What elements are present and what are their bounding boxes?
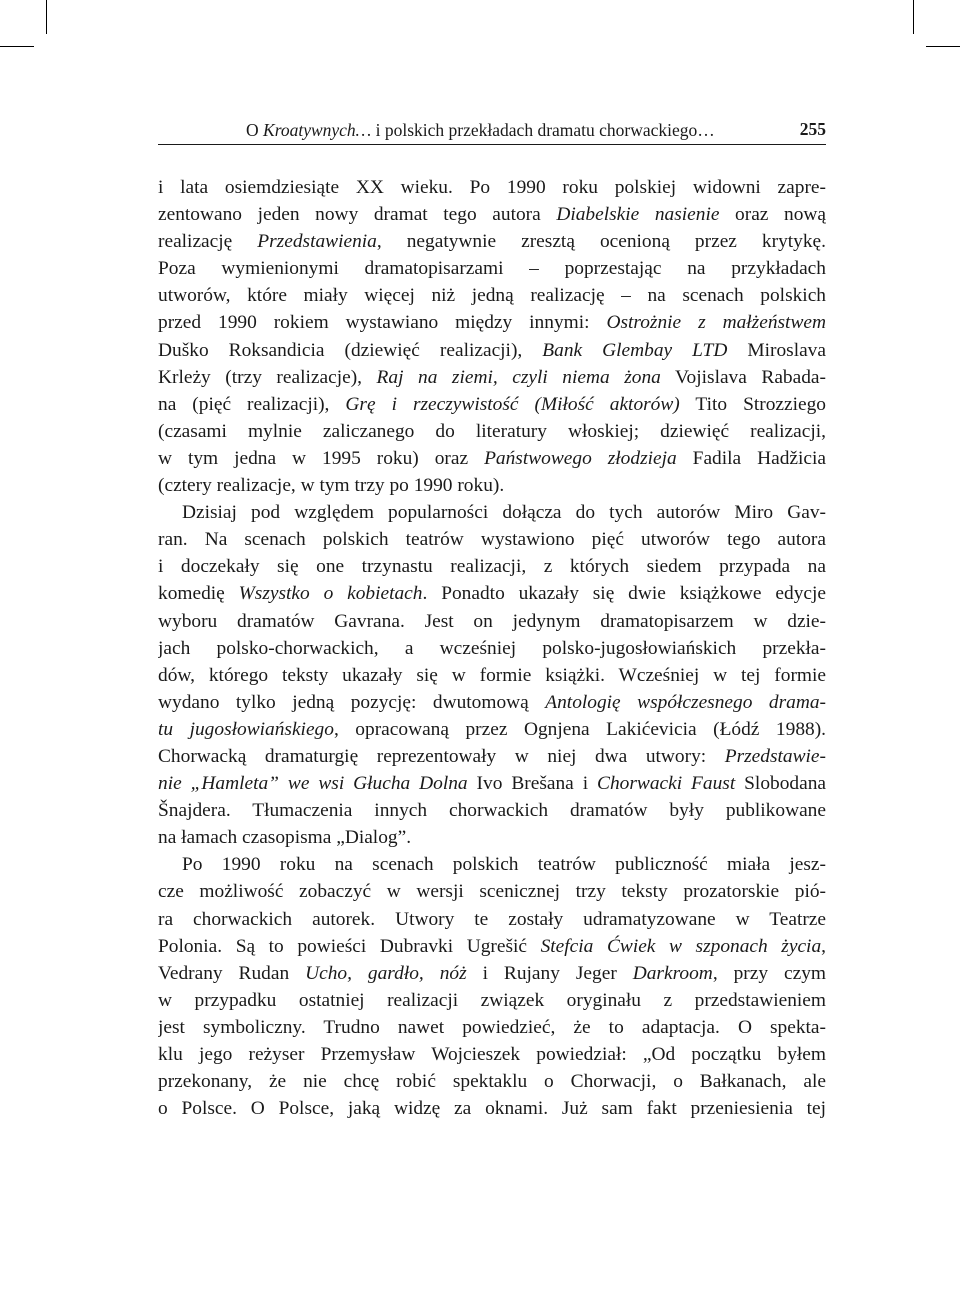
text-line	[158, 662, 826, 689]
text-segment: , opracowaną przez Ognjena Lakićevicia (Łódź 1988).	[333, 718, 826, 740]
italic-title: Chorwacki Faust	[597, 773, 736, 795]
text-line	[158, 553, 826, 580]
text-segment: i lata osiemdziesiąte XX wieku. Po 1990 roku polskiej widowni zapre-	[158, 177, 826, 198]
text-segment: Krleży (trzy realizacje),	[158, 366, 377, 388]
body-text	[158, 174, 826, 1122]
italic-title: Antologię współczesnego drama-	[545, 691, 826, 713]
text-line	[158, 472, 826, 499]
text-line	[158, 770, 826, 797]
text-segment: przed 1990 rokiem wystawiano między innymi:	[158, 312, 607, 334]
text-line	[158, 1014, 826, 1041]
text-segment: Vedrany Rudan	[158, 962, 306, 984]
text-line	[158, 255, 826, 282]
text-segment: w przypadku ostatniej realizacji związek oryginału z przedstawieniem	[158, 989, 826, 1011]
italic-title: Stefcia Ćwiek w szponach życia	[540, 935, 822, 957]
text-segment: realizację	[158, 231, 258, 253]
text-line	[158, 364, 826, 391]
running-head-prefix: O	[246, 120, 264, 140]
text-line	[158, 689, 826, 716]
crop-mark-top-right-horizontal	[926, 46, 960, 47]
text-line	[158, 174, 826, 201]
text-line	[158, 797, 826, 824]
italic-title: Przedstawie-	[724, 745, 826, 767]
italic-title: Diabelskie nasienie	[556, 204, 720, 226]
italic-title: Wszystko o kobietach	[238, 583, 423, 605]
text-segment: klu jego reżyser Przemysław Wojcieszek powiedział: „Od początku byłem	[158, 1044, 826, 1065]
text-segment: komedię	[158, 583, 239, 605]
text-line	[158, 743, 826, 770]
text-line	[158, 1041, 826, 1068]
text-line	[158, 282, 826, 309]
crop-mark-top-left-horizontal	[0, 46, 34, 47]
italic-title: Ucho, gardło, nóż	[305, 962, 467, 984]
text-segment: , negatywnie zresztą ocenioną przez krytykę.	[376, 231, 826, 253]
text-line	[158, 960, 826, 987]
text-segment: ran. Na scenach polskich teatrów wystawiono pięć utworów tego autora	[158, 529, 826, 551]
text-line	[158, 499, 826, 526]
text-line	[158, 1095, 826, 1122]
text-segment: dów, którego teksty ukazały się w formie książki. Wcześniej w tej formie	[158, 664, 826, 686]
text-segment: o Polsce. O Polsce, jaką widzę za oknami. Już sam fakt przeniesienia tej	[158, 1098, 826, 1120]
text-line	[158, 608, 826, 635]
text-line	[158, 851, 826, 878]
text-line	[158, 526, 826, 553]
text-segment: , przy czym	[712, 962, 826, 984]
text-segment: Miroslava	[727, 339, 826, 361]
text-line	[158, 878, 826, 905]
text-segment: Po 1990 roku na scenach polskich teatrów publiczność miała jesz-	[182, 854, 826, 876]
italic-title: Ostrożnie z małżeństwem	[606, 312, 826, 334]
italic-title: Grę i rzeczywistość (Miłość aktorów)	[345, 393, 680, 415]
text-segment: Šnajdera. Tłumaczenia innych chorwackich dramatów były publikowane	[158, 800, 826, 822]
text-line	[158, 337, 826, 364]
running-head	[158, 118, 826, 145]
italic-title: Bank Glembay LTD	[542, 339, 728, 361]
text-line	[158, 716, 826, 743]
text-line	[158, 418, 826, 445]
text-segment: przekonany, że nie chcę robić spektaklu o Chorwacji, o Bałkanach, ale	[158, 1071, 826, 1093]
text-line	[158, 635, 826, 662]
text-segment: na (pięć realizacji),	[158, 393, 346, 415]
text-line	[158, 445, 826, 472]
italic-title: nie „Hamleta” we wsi Głucha Dolna	[158, 773, 468, 795]
text-line	[158, 391, 826, 418]
text-line	[158, 906, 826, 933]
text-segment: Fadila Hadžicia	[676, 447, 826, 469]
text-segment: (czasami mylnie zaliczanego do literatury włoskiej; dziewięć realizacji,	[158, 420, 826, 442]
text-segment: Duško Roksandicia (dziewięć realizacji),	[158, 339, 543, 361]
text-segment: cze możliwość zobaczyć w wersji scenicznej trzy teksty prozatorskie pió-	[158, 881, 826, 903]
crop-mark-top-left-vertical	[46, 0, 47, 34]
text-segment: Polonia. Są to powieści Dubravki Ugrešić	[158, 935, 541, 957]
text-segment: i Rujany Jeger	[466, 962, 633, 984]
italic-title: Przedstawienia	[257, 231, 377, 253]
text-line	[158, 228, 826, 255]
text-line	[158, 309, 826, 336]
text-segment: (cztery realizacje, w tym trzy po 1990 roku).	[158, 475, 505, 497]
text-segment: Ivo Brešana i	[467, 773, 598, 795]
italic-title: Darkroom	[632, 962, 713, 984]
text-line	[158, 824, 826, 851]
text-segment: jach polsko-chorwackich, a wcześniej polsko-jugosłowiańskich przekła-	[158, 637, 826, 659]
text-segment: na łamach czasopisma „Dialog”.	[158, 827, 412, 849]
text-segment: w tym jedna w 1995 roku) oraz	[158, 447, 485, 469]
text-segment: wyboru dramatów Gavrana. Jest on jedynym dramatopisarzem w dzie-	[158, 610, 826, 632]
running-head-italic-title: Kroatywnych…	[263, 120, 372, 140]
text-segment: ,	[821, 935, 826, 957]
text-line	[158, 1068, 826, 1095]
italic-title: Raj na ziemi, czyli niema żona	[376, 366, 661, 388]
text-line	[158, 580, 826, 607]
running-head-suffix: i polskich przekładach dramatu chorwackiego…	[371, 120, 715, 140]
text-segment: jest symboliczny. Trudno nawet powiedzieć, że to adaptacja. O spekta-	[158, 1016, 826, 1038]
text-segment: oraz nową	[719, 204, 826, 226]
italic-title: Państwowego złodzieja	[484, 447, 677, 469]
text-line	[158, 201, 826, 228]
text-segment: Tito Strozziego	[679, 393, 826, 415]
text-segment: wydano tylko jedną pozycję: dwutomową	[158, 691, 546, 713]
text-segment: Poza wymienionymi dramatopisarzami – poprzestając na przykładach	[158, 258, 826, 280]
text-segment: Vojislava Rabada-	[660, 366, 826, 388]
crop-mark-top-right-vertical	[913, 0, 914, 34]
text-segment: zentowano jeden nowy dramat tego autora	[158, 204, 557, 226]
text-line	[158, 933, 826, 960]
text-segment: Slobodana	[735, 773, 826, 795]
text-segment: i doczekały się one trzynastu realizacji, z których siedem przypada na	[158, 556, 826, 578]
italic-title: tu jugosłowiańskiego	[158, 718, 334, 740]
running-head-title	[246, 120, 715, 141]
text-segment: utworów, które miały więcej niż jedną realizację – na scenach polskich	[158, 285, 826, 307]
text-segment: Chorwacką dramaturgię reprezentowały w niej dwa utwory:	[158, 745, 725, 767]
text-segment: ra chorwackich autorek. Utwory te zostały udramatyzowane w Teatrze	[158, 908, 826, 930]
text-line	[158, 987, 826, 1014]
text-segment: Dzisiaj pod względem popularności dołącza do tych autorów Miro Gav-	[182, 502, 826, 524]
page-number: 255	[799, 119, 826, 139]
text-segment: . Ponadto ukazały się dwie książkowe edycje	[422, 583, 826, 605]
